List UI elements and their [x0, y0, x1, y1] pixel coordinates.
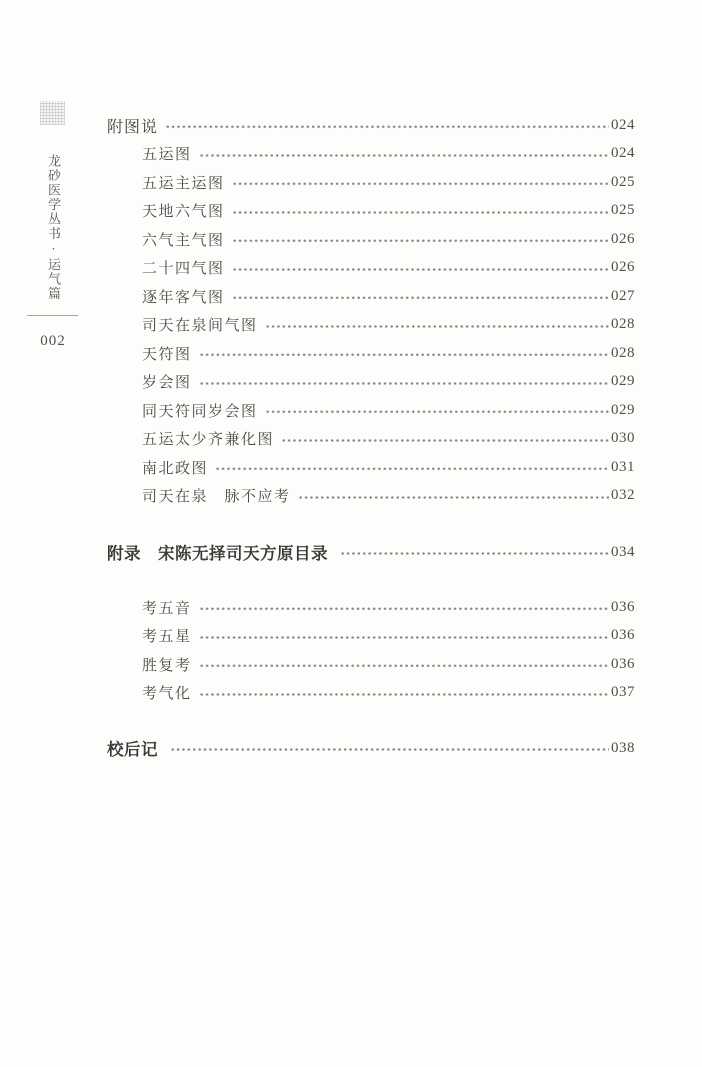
toc-entry [107, 225, 635, 254]
toc-entry [107, 111, 635, 140]
seal-stamp-icon [40, 101, 65, 125]
dot-leader [298, 483, 609, 512]
toc-entry [107, 168, 635, 197]
toc-entry [107, 453, 635, 482]
toc-entry-page: 032 [611, 487, 635, 504]
toc-entry-title: 司天在泉 脉不应考 [142, 489, 291, 506]
dot-leader [199, 680, 609, 709]
toc-entry [107, 733, 635, 763]
toc-entry-title: 五运太少齐兼化图 [142, 432, 275, 449]
toc-entry [107, 197, 635, 226]
toc-entry-title: 六气主气图 [142, 232, 225, 249]
toc-entry-title: 胜复考 [142, 657, 192, 674]
toc-entry-title: 同天符同岁会图 [142, 403, 258, 420]
table-of-contents [107, 111, 635, 763]
toc-entry [107, 140, 635, 169]
toc-entry-title: 逐年客气图 [142, 289, 225, 306]
toc-entry [107, 679, 635, 708]
toc-entry-title: 天地六气图 [142, 204, 225, 221]
toc-entry-page: 025 [611, 173, 635, 190]
toc-entry-title: 考气化 [142, 686, 192, 703]
toc-entry-page: 025 [611, 202, 635, 219]
dot-leader [215, 455, 609, 484]
toc-entry [107, 622, 635, 651]
dot-leader [232, 255, 609, 284]
toc-entry-page: 028 [611, 344, 635, 361]
toc-entry-page: 031 [611, 458, 635, 475]
dot-leader [265, 312, 609, 341]
toc-entry [107, 254, 635, 283]
toc-entry [107, 650, 635, 679]
toc-entry-page: 030 [611, 430, 635, 447]
toc-entry-page: 028 [611, 316, 635, 333]
toc-entry-title: 天符图 [142, 346, 192, 363]
dot-leader [232, 170, 609, 199]
toc-entry-title: 考五音 [142, 600, 192, 617]
dot-leader [232, 284, 609, 313]
toc-entry-page: 026 [611, 230, 635, 247]
toc-entry [107, 425, 635, 454]
dot-leader [232, 227, 609, 256]
dot-leader [281, 426, 609, 455]
toc-entry-page: 024 [611, 116, 635, 133]
toc-entry [107, 396, 635, 425]
dot-leader [199, 595, 609, 624]
toc-entry [107, 537, 635, 567]
toc-entry-title: 岁会图 [142, 375, 192, 392]
toc-entry-title: 二十四气图 [142, 261, 225, 278]
toc-entry-title: 附录 宋陈无择司天方原目录 [107, 544, 328, 563]
toc-entry [107, 593, 635, 622]
dot-leader [165, 113, 609, 142]
sidebar-divider [27, 315, 78, 316]
toc-entry [107, 282, 635, 311]
toc-entry-page: 029 [611, 401, 635, 418]
toc-entry-page: 036 [611, 627, 635, 644]
toc-entry-page: 036 [611, 655, 635, 672]
dot-leader [265, 398, 609, 427]
toc-entry-page: 027 [611, 287, 635, 304]
dot-leader [232, 198, 609, 227]
toc-entry-page: 038 [611, 739, 635, 756]
toc-entry [107, 339, 635, 368]
page-number: 002 [40, 333, 66, 349]
dot-leader [199, 369, 609, 398]
dot-leader [199, 623, 609, 652]
dot-leader [199, 141, 609, 170]
toc-entry-title: 五运主运图 [142, 175, 225, 192]
toc-entry-page: 034 [611, 543, 635, 560]
dot-leader [199, 652, 609, 681]
toc-entry-page: 026 [611, 259, 635, 276]
dot-leader [199, 341, 609, 370]
toc-entry-title: 五运图 [142, 147, 192, 164]
toc-entry-title: 考五星 [142, 629, 192, 646]
toc-entry-title: 司天在泉间气图 [142, 318, 258, 335]
toc-entry-page: 036 [611, 598, 635, 615]
series-title: 龙砂医学丛书·运气篇 [46, 154, 61, 301]
toc-entry-title: 南北政图 [142, 460, 209, 477]
toc-entry-title: 校后记 [107, 740, 158, 759]
toc-entry-page: 029 [611, 373, 635, 390]
toc-entry-title: 附图说 [107, 118, 159, 136]
toc-entry [107, 368, 635, 397]
toc-entry-page: 037 [611, 684, 635, 701]
toc-entry [107, 311, 635, 340]
toc-entry [107, 482, 635, 511]
toc-entry-page: 024 [611, 145, 635, 162]
dot-leader [340, 539, 609, 569]
dot-leader [170, 735, 609, 765]
